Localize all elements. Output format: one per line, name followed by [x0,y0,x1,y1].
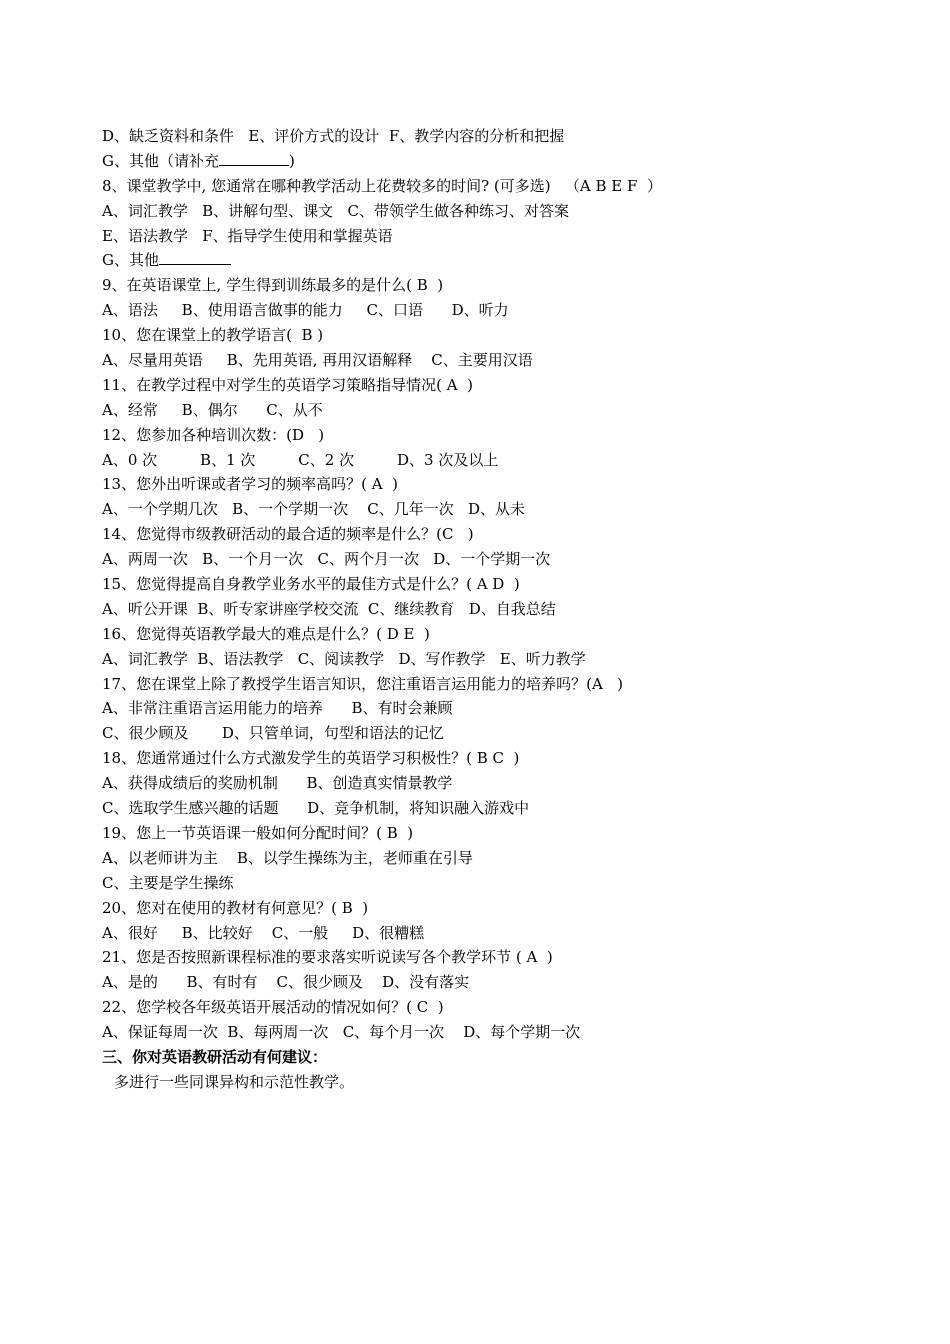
option-line: A、词汇教学 B、讲解句型、课文 C、带领学生做各种练习、对答案 [102,201,569,220]
option-line-other [102,248,862,273]
option-text-close: ) [288,151,295,170]
question-18: 18、您通常通过什么方式激发学生的英语学习积极性？( B C ) [102,749,520,768]
question-21: 21、您是否按照新课程标准的要求落实听说读写各个教学环节 ( A ) [102,948,553,967]
option-text: G、其他（请补充 [102,151,219,170]
option-line: A、两周一次 B、一个月一次 C、两个月一次 D、一个学期一次 [102,550,551,569]
questionnaire-body [102,124,862,1095]
option-text: G、其他 [102,251,159,270]
question-11: 11、在教学过程中对学生的英语学习策略指导情况( A ) [102,375,473,394]
question-13: 13、您外出听课或者学习的频率高吗？( A ) [102,475,398,494]
option-line: A、一个学期几次 B、一个学期一次 C、几年一次 D、从未 [102,500,526,519]
option-line: A、是的 B、有时有 C、很少顾及 D、没有落实 [102,973,470,992]
option-line: A、词汇教学 B、语法教学 C、阅读教学 D、写作教学 E、听力教学 [102,649,586,668]
question-9: 9、在英语课堂上, 学生得到训练最多的是什么( B ) [102,276,444,295]
question-16: 16、您觉得英语教学最大的难点是什么？( D E ) [102,624,430,643]
question-20: 20、您对在使用的教材有何意见？( B ) [102,898,369,917]
question-8: 8、课堂教学中, 您通常在哪种教学活动上花费较多的时间? (可多选) （A B E F ） [102,176,662,195]
option-line: C、选取学生感兴趣的话题 D、竞争机制，将知识融入游戏中 [102,799,530,818]
question-19: 19、您上一节英语课一般如何分配时间？( B ) [102,823,414,842]
question-22: 22、您学校各年级英语开展活动的情况如何？( C ) [102,998,444,1017]
option-line: D、缺乏资料和条件 E、评价方式的设计 F、教学内容的分析和把握 [102,127,565,145]
option-line: A、很好 B、比较好 C、一般 D、很糟糕 [102,923,425,942]
option-line: A、保证每周一次 B、每两周一次 C、每个月一次 D、每个学期一次 [102,1023,581,1042]
fill-blank [219,151,289,166]
option-line: A、语法 B、使用语言做事的能力 C、口语 D、听力 [102,301,509,320]
option-line-other [102,149,862,174]
option-line: A、以老师讲为主 B、以学生操练为主，老师重在引导 [102,848,473,867]
option-line: A、非常注重语言运用能力的培养 B、有时会兼顾 [102,699,453,718]
question-15: 15、您觉得提高自身教学业务水平的最佳方式是什么？( A D ) [102,575,520,594]
question-10: 10、您在课堂上的教学语言( B ) [102,326,324,345]
question-14: 14、您觉得市级教研活动的最合适的频率是什么？(C ) [102,525,474,544]
option-line: C、很少顾及 D、只管单词，句型和语法的记忆 [102,724,444,743]
suggestion-answer: 多进行一些同课异构和示范性教学。 [114,1072,355,1091]
question-12: 12、您参加各种培训次数：(D ) [102,425,325,444]
option-line: A、获得成绩后的奖励机制 B、创造真实情景教学 [102,774,453,793]
option-line: A、经常 B、偶尔 C、从不 [102,400,323,419]
option-line: E、语法教学 F、指导学生使用和掌握英语 [102,226,393,245]
fill-blank [159,250,231,265]
option-line: A、尽量用英语 B、先用英语, 再用汉语解释 C、主要用汉语 [102,351,533,370]
option-line: A、0 次 B、1 次 C、2 次 D、3 次及以上 [102,450,499,469]
option-line: A、听公开课 B、听专家讲座学校交流 C、继续教育 D、自我总结 [102,599,556,618]
section-heading: 三、你对英语教研活动有何建议： [102,1047,328,1066]
question-17: 17、您在课堂上除了教授学生语言知识，您注重语言运用能力的培养吗？(A ) [102,674,623,693]
option-line: C、主要是学生操练 [102,873,234,892]
